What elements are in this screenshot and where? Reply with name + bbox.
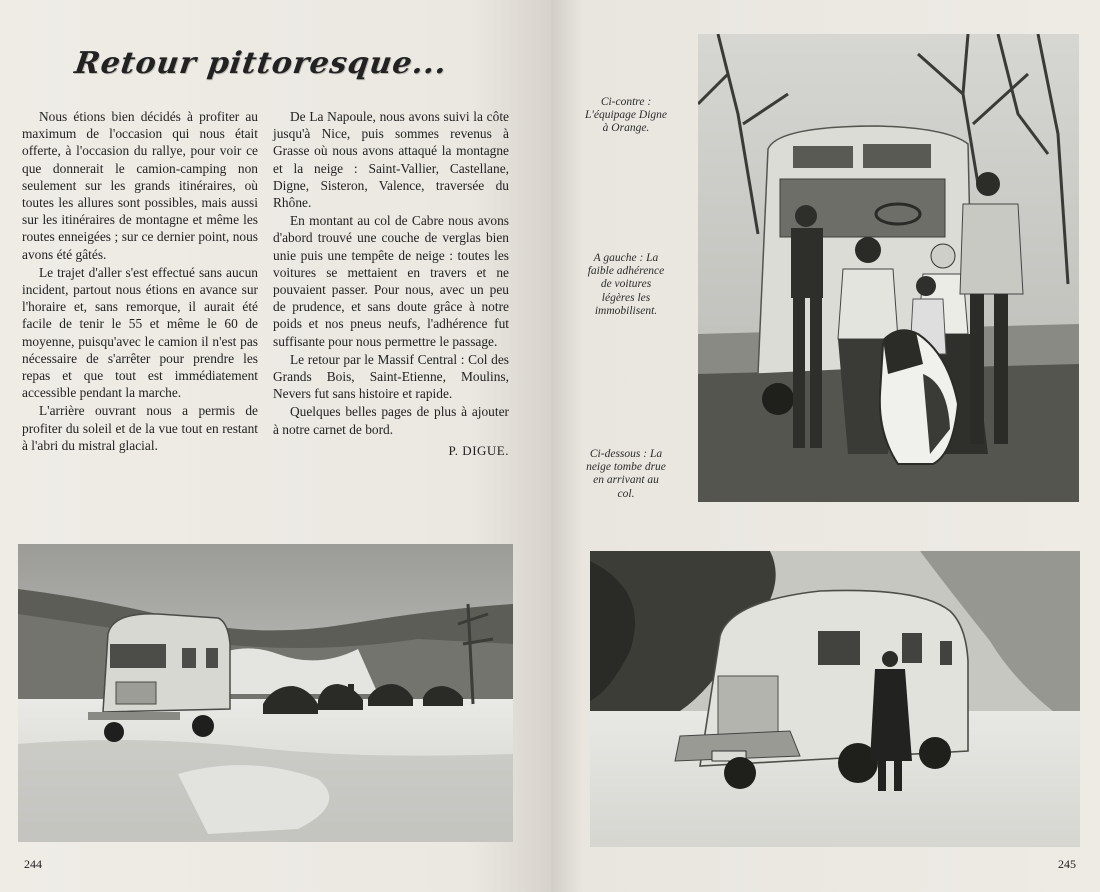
text-column-1: [22, 108, 258, 455]
paragraph: L'arrière ouvrant nous a permis de profiter du soleil et de la vue tout en restant à l'abri du mistral glacial.: [22, 403, 258, 453]
paragraph: Le retour par le Massif Central : Col des Grands Bois, Saint-Etienne, Moulins, Nevers fut sans histoire et rapide.: [273, 351, 509, 402]
paragraph: Nous étions bien décidés à profiter au maximum de l'occasion qui nous était offerte, à l'occasion du rallye, pour voir ce que donnerait le camion-camping non seulement sur les grands itinéraires, où toutes les allures sont possibles, mais aussi sur les itinéraires de montagne et même les routes enneigées ; sur ce dernier point, nous avons été gâtés.: [22, 109, 258, 262]
caption-snowfall: Ci-dessous : La neige tombe drue en arrivant au col.: [586, 448, 666, 500]
photo-camper-in-snow: [590, 551, 1080, 847]
article-title: Retour pittoresque...: [72, 46, 450, 81]
author-signature: P. DIGUE.: [448, 442, 509, 458]
page-number: 245: [1058, 857, 1076, 871]
paragraph: En montant au col de Cabre nous avons d'abord trouvé une couche de verglas bien unie puis une tempête de neige : toutes les voitures se mettaient en travers et ne pouvaient passer. Pour nous, avec un peu de prudence, et sans doute grâce à notre poids et nos pneus neufs, l'adhérence fut suffisante pour nous permettre le passage.: [273, 213, 509, 349]
photo-crew-with-camper: [698, 34, 1079, 502]
caption-crew-photo: Ci-contre : L'équipage Digne à Orange.: [585, 96, 667, 135]
paragraph: De La Napoule, nous avons suivi la côte jusqu'à Nice, puis sommes revenus à Grasse où nous avons attaqué la montagne et la neige : Saint-Vallier, Castellane, Digne, Sisteron, Valence, traversée du Rhône.: [273, 109, 509, 211]
paragraph: Quelques belles pages de plus à ajouter à notre carnet de bord.: [273, 404, 509, 437]
photo-snowy-road-cars: [18, 544, 513, 842]
text-column-2: [273, 108, 509, 459]
caption-stuck-cars: A gauche : La faible adhérence de voitures légères les immobilisent.: [587, 252, 665, 317]
page-number: 244: [24, 857, 42, 871]
paragraph: Le trajet d'aller s'est effectué sans aucun incident, partout nous étions en avance sur l'horaire et, sans remorque, il aurait été facile de tenir le 55 et même le 60 de moyenne, puisqu'avec le camion il n'est pas nécessaire de s'arrêter pour prendre les repas et que tout est immédiatement accessible pendant la marche.: [22, 264, 258, 401]
